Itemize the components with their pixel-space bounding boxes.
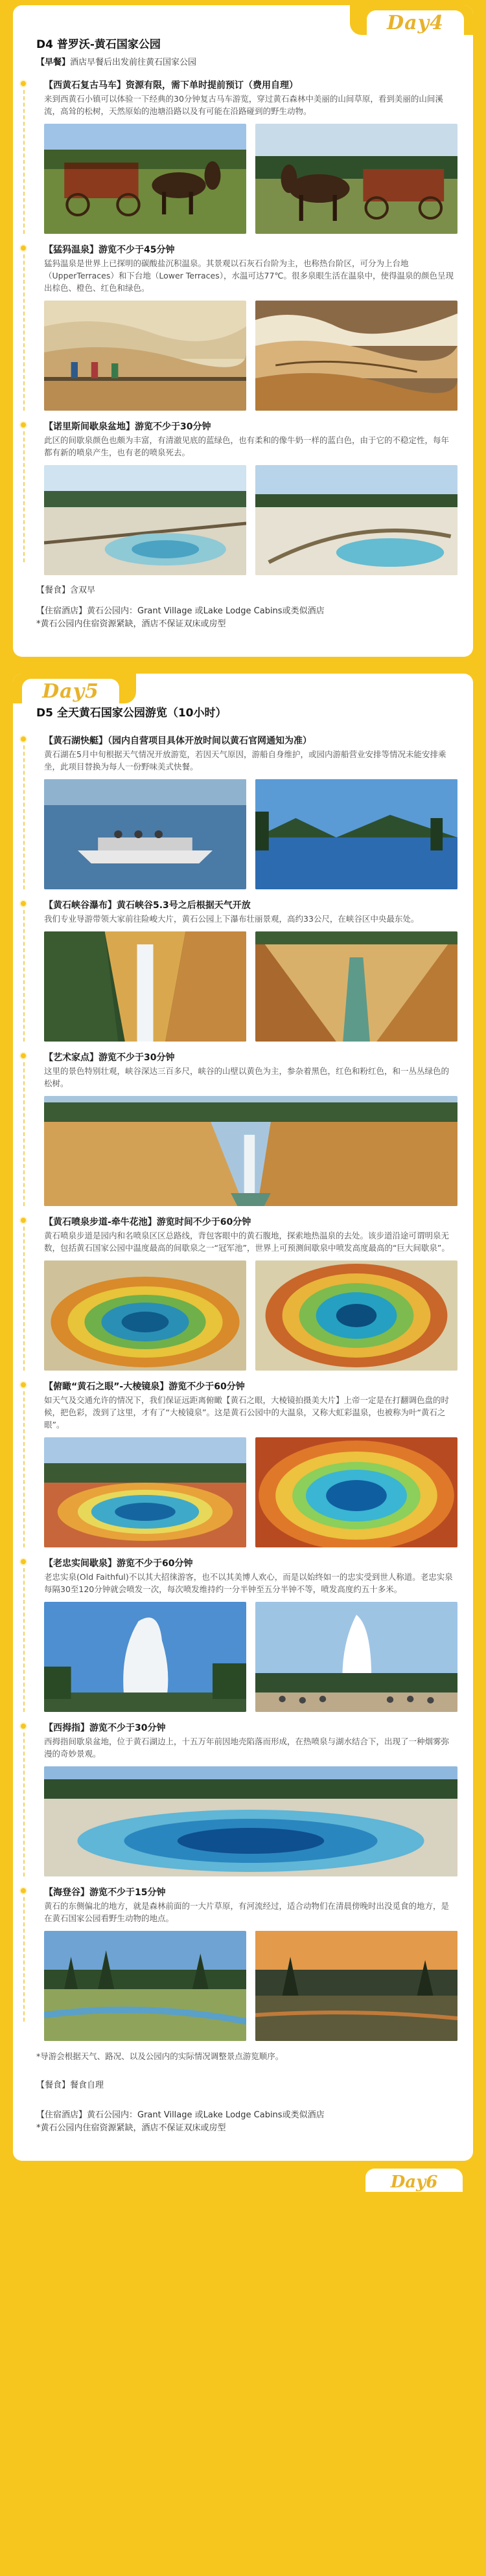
- timeline-dot: [19, 1216, 27, 1224]
- section-images: [44, 1096, 457, 1206]
- timeline-dot: [19, 244, 27, 252]
- top-margin: [0, 0, 486, 5]
- section-images: [44, 301, 457, 411]
- photo-norris-basin-1: [44, 465, 246, 575]
- section-images: [44, 1766, 457, 1876]
- day5-section-artist-point: [36, 1051, 457, 1206]
- day5-meals: 【餐食】餐食自理: [36, 2080, 104, 2090]
- section-text: 这里的景色特别壮观，峡谷深达三百多尺，峡谷的山壁以黄色为主，参杂着黑色，红色和粉红色，和一丛丛绿色的松树。: [44, 1066, 450, 1088]
- section-title: 【黄石喷泉步道-牵牛花池】游览时间不少于60分钟: [44, 1217, 251, 1227]
- day5-section-morning-glory: [36, 1215, 457, 1371]
- photo-lake-boat-2: [255, 779, 457, 889]
- day5-section-hayden-valley: [36, 1886, 457, 2041]
- day5-title: D5 全天黄石国家公园游览（10小时）: [36, 707, 227, 720]
- section-text: 黄石湖在5月中旬根据天气情况开放游览，若因天气原因，游船自身维护，或园内游船营业安排等情况未能安排乘坐，此项目替换为每人一份野味美式快餐。: [44, 749, 446, 771]
- photo-hayden-valley-1: [44, 1931, 246, 2041]
- day5-card: [13, 674, 473, 2161]
- timeline-dot: [19, 735, 27, 743]
- photo-mammoth-terraces-1: [44, 301, 246, 411]
- timeline-dot: [19, 421, 27, 429]
- photo-canyon-falls-2: [255, 931, 457, 1042]
- section-title: 【黄石湖快艇】（园内自营项目具体开放时间以黄石官网通知为准）: [44, 736, 312, 746]
- section-images: [44, 779, 457, 889]
- photo-horse-wagon-1: [44, 124, 246, 234]
- section-title: 【老忠实间歇泉】游览不少于60分钟: [44, 1558, 193, 1569]
- section-text: 猛犸温泉是世界上已探明的碳酸盐沉积温泉。其景观以石灰石台阶为主，也称热台阶区，可分为上台地（UpperTerraces）和下台地（Lower Terraces），水温可达77℃。很多泉眼生活在温泉中，使得温泉的颜色呈现出棕色、橙色、红色和绿色。: [44, 258, 454, 293]
- day5-section-old-faithful: [36, 1556, 457, 1712]
- photo-canyon-falls-1: [44, 931, 246, 1042]
- day4-breakfast-text: 酒店早餐后出发前往黄石国家公园: [70, 58, 197, 67]
- section-title: 【西拇指】游览不少于30分钟: [44, 1723, 166, 1733]
- section-title: 【黄石峡谷瀑布】黄石峡谷5.3号之后根据天气开放: [44, 900, 251, 911]
- day5-section-lake-boat: [36, 734, 457, 889]
- section-text: 如天气及交通允许的情况下，我们保证远距离俯瞰【黄石之眼，大棱镜拍摄美大片】上帝一定是在打翻调色盘的时候，把色彩，泼到了这里，才有了“大棱镜泉”。这是黄石公园中的大温泉，又称大虹彩温泉，也被称为叶“黄石之眼”。: [44, 1395, 450, 1430]
- section-images: [44, 931, 457, 1042]
- timeline-dot: [19, 1052, 27, 1060]
- timeline-dot: [19, 1722, 27, 1730]
- section-title: 【海登谷】游览不少于15分钟: [44, 1887, 166, 1898]
- day5-section-canyon-falls: [36, 898, 457, 1042]
- section-text: 黄石喷泉步道是园内和名喷泉区区总路线，背包客眼中的黄石腹地，探索地热温泉的去处。该步道沿途可谓明泉无数，包括黄石国家公园中温度最高的间歇泉之一“冠军池”，世界上可预测间歇泉中喷发高度最高的“巨大间歇泉”。: [44, 1231, 450, 1253]
- photo-norris-basin-2: [255, 465, 457, 575]
- photo-lake-boat-1: [44, 779, 246, 889]
- section-title: 【猛犸温泉】游览不少于45分钟: [44, 245, 175, 255]
- section-images: [44, 465, 457, 575]
- section-images: [44, 1931, 457, 2041]
- section-title: 【艺术家点】游览不少于30分钟: [44, 1053, 175, 1063]
- photo-old-faithful-2: [255, 1602, 457, 1712]
- day4-card: [13, 5, 473, 657]
- day5-hotel-note: *黄石公园内住宿资源紧缺，酒店不保证双床或房型: [36, 2123, 226, 2133]
- day4-breakfast-label: 【早餐】: [36, 58, 71, 67]
- day5-header: [13, 674, 473, 703]
- section-text: 来到西黄石小镇可以体验一下经典的30分钟复古马车游览，穿过黄石森林中美丽的山间草原，看到美丽的山间溪流，高耸的松树，天然原始的池塘沿路以及有可能在沿路碰到的野生动物。: [44, 94, 443, 116]
- section-images: [44, 1437, 457, 1547]
- timeline-dot: [19, 1558, 27, 1566]
- section-text: 我们专业导游带领大家前往险峻大片，黄石公园上下瀑布壮丽景观，高约33公尺，在峡谷区中央最东处。: [44, 914, 419, 924]
- section-text: 老忠实泉(Old Faithful)不以其大招徕游客，也不以其美博人欢心，而是以始终如一的忠实受到世人称道。老忠实泉每隔30至120分钟就会喷发一次，每次喷发维持约一分半钟至五分半钟不等，喷发高度约五十多米。: [44, 1572, 453, 1594]
- photo-artist-point: [44, 1096, 457, 1206]
- day5-hotel: 【住宿酒店】黄石公园内：Grant Village 或Lake Lodge Cabins或类似酒店: [36, 2110, 325, 2120]
- timeline-dot: [19, 80, 27, 87]
- section-images: [44, 1602, 457, 1712]
- day4-section-norris: [36, 420, 457, 575]
- day5-section-grand-prismatic: [36, 1380, 457, 1547]
- day6-badge: Day6: [390, 2172, 438, 2192]
- day5-order-note: *导游会根据天气、路况、以及公园内的实际情况调整景点游览顺序。: [36, 2051, 284, 2061]
- day4-title: D4 普罗沃-黄石国家公园: [36, 38, 161, 51]
- day5-badge: Day5: [22, 679, 119, 703]
- photo-mammoth-terraces-2: [255, 301, 457, 411]
- photo-morning-glory-2: [255, 1260, 457, 1371]
- day6-header: [0, 2166, 486, 2192]
- day4-badge: Day4: [367, 10, 464, 35]
- section-title: 【俯瞰“黄石之眼”-大棱镜泉】游览不少于60分钟: [44, 1382, 245, 1392]
- day5-section-west-thumb: [36, 1721, 457, 1876]
- photo-horse-wagon-2: [255, 124, 457, 234]
- section-text: 西拇指间歇泉盆地，位于黄石湖边上，十五万年前因地壳陷落而形成，在热喷泉与湖水结合下，出现了一种烟雾弥漫的奇妙景观。: [44, 1737, 450, 1759]
- photo-old-faithful-1: [44, 1602, 246, 1712]
- section-text: 此区的间歇泉颜色也颇为丰富，有清澈见底的蓝绿色，也有柔和的像牛奶一样的蓝白色，由于它的不稳定性，每年都有新的喷泉产生，也有老的喷泉死去。: [44, 435, 450, 457]
- day4-hotel: 【住宿酒店】黄石公园内：Grant Village 或Lake Lodge Cabins或类似酒店: [36, 606, 325, 616]
- timeline-dot: [19, 1381, 27, 1389]
- section-title: 【诺里斯间歇泉盆地】游览不少于30分钟: [44, 422, 211, 432]
- timeline-dot: [19, 900, 27, 907]
- photo-west-thumb: [44, 1766, 457, 1876]
- photo-grand-prismatic-2: [255, 1437, 457, 1547]
- section-images: [44, 124, 457, 234]
- day4-section-wagon: [36, 78, 457, 234]
- photo-grand-prismatic-1: [44, 1437, 246, 1547]
- section-images: [44, 1260, 457, 1371]
- day4-section-mammoth: [36, 243, 457, 411]
- photo-morning-glory-1: [44, 1260, 246, 1371]
- section-title: 【西黄石复古马车】资源有限，需下单时提前预订（费用自理）: [44, 80, 298, 91]
- day4-hotel-note: *黄石公园内住宿资源紧缺，酒店不保证双床或房型: [36, 619, 226, 629]
- timeline-dot: [19, 1887, 27, 1895]
- photo-hayden-valley-2: [255, 1931, 457, 2041]
- section-text: 黄石的东侧偏北的地方，就是森林前面的一大片草原，有河流经过，适合动物们在清晨傍晚时出没觅食的地方，是在黄石国家公园看野生动物的地点。: [44, 1901, 450, 1923]
- day4-meals: 【餐食】含双早: [36, 586, 96, 595]
- day4-header: [13, 5, 473, 35]
- day4-breakfast: [36, 56, 451, 69]
